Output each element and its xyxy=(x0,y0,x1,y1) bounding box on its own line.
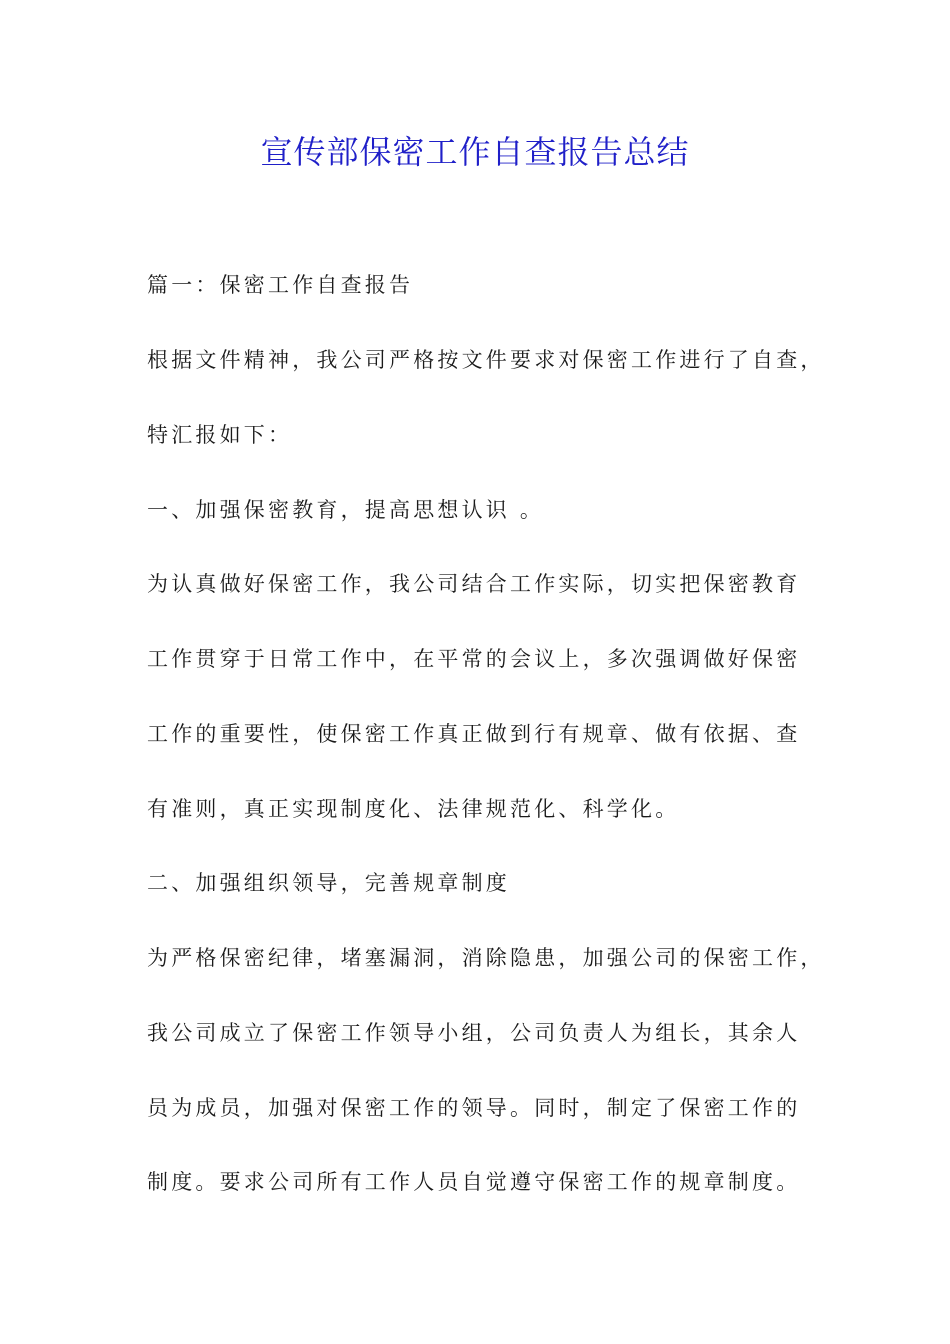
document-title: 宣传部保密工作自查报告总结 xyxy=(260,133,690,171)
paragraph-line: 制度。要求公司所有工作人员自觉遵守保密工作的规章制度。 xyxy=(147,1170,801,1194)
paragraph-line: 工作的重要性，使保密工作真正做到行有规章、做有依据、查 xyxy=(147,722,801,746)
paragraph-line: 有准则，真正实现制度化、法律规范化、科学化。 xyxy=(147,797,680,821)
section-heading-3: 二、加强组织领导，完善规章制度 xyxy=(147,871,510,895)
paragraph-line: 特汇报如下： xyxy=(147,423,293,447)
paragraph-line: 员为成员，加强对保密工作的领导。同时，制定了保密工作的 xyxy=(147,1096,801,1120)
paragraph-line: 根据文件精神，我公司严格按文件要求对保密工作进行了自查， xyxy=(147,348,825,372)
paragraph-line: 我公司成立了保密工作领导小组，公司负责人为组长，其余人 xyxy=(147,1021,801,1045)
section-heading-1: 篇一：保密工作自查报告 xyxy=(147,273,414,297)
paragraph-line: 工作贯穿于日常工作中，在平常的会议上，多次强调做好保密 xyxy=(147,647,801,671)
section-heading-2: 一、加强保密教育，提高思想认识 。 xyxy=(147,498,545,522)
paragraph-line: 为严格保密纪律，堵塞漏洞，消除隐患，加强公司的保密工作， xyxy=(147,946,825,970)
paragraph-line: 为认真做好保密工作，我公司结合工作实际，切实把保密教育 xyxy=(147,572,801,596)
